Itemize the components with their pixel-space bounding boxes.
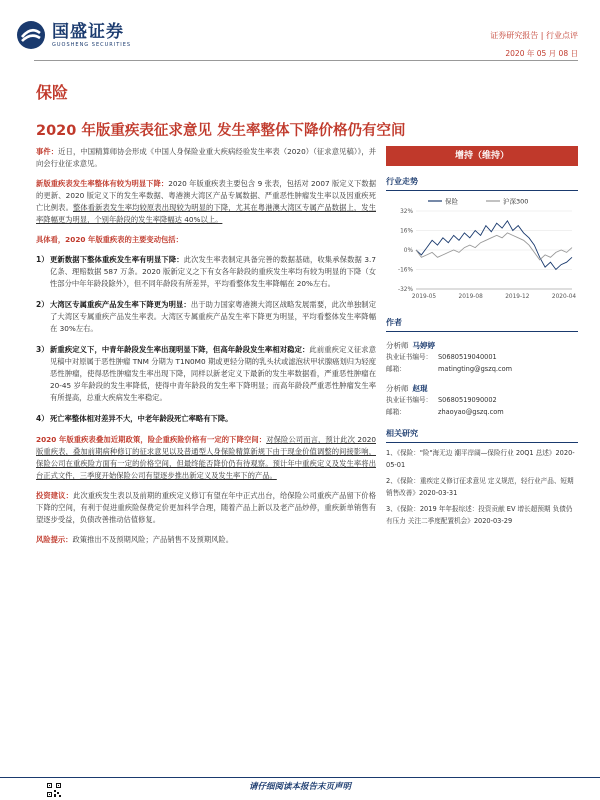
logo-icon <box>16 20 46 50</box>
analyst-name: 赵琨 <box>412 384 428 393</box>
related-item[interactable]: 2、《保险：重疾定义修订征求意见 定义规范，轻行业产品、短期销售改善》2020-03-31 <box>386 477 574 497</box>
series-line-保险 <box>416 221 572 270</box>
y-tick-label: -16% <box>398 267 413 274</box>
sector-name: 保险 <box>36 83 69 102</box>
report-date: 2020 年 05 月 08 日 <box>505 49 578 58</box>
y-tick-label: 16% <box>400 228 413 235</box>
y-tick-label: 0% <box>403 248 413 254</box>
x-tick-label: 2019-08 <box>458 294 483 300</box>
analyst-heading: 作者 <box>386 317 578 332</box>
analyst-name: 马婷婷 <box>412 341 435 350</box>
header-divider <box>34 60 578 61</box>
disclaimer-note: 请仔细阅读本报告末页声明 <box>248 782 351 792</box>
analyst-reg: S0680519040001 <box>438 353 497 361</box>
change-item-1: 1） 更新数据下整体重疾发生率有明显下降：此次发生率表制定具备完善的数据基础，收集承保数据 3.7 亿条、理赔数据 587 万条。2020 版新定义之下有女各年龄段的重疾发生率均有较为明显的下降（女性部分中年年龄段除外），但不同年龄段有所差异，平均看整体发生率降幅在 20%左右。 <box>36 255 376 288</box>
change-item-2: 2） 大湾区专属重疾产品发生率下降更为明显：出于助力国家粤港澳大湾区战略发展需要，此次单独制定了大湾区专属重疾产品发生率表。大湾区专属重疾产品发生率下降更为明显，平均看整体发生率降幅在 30%左右。 <box>36 300 377 333</box>
event-paragraph <box>36 146 376 170</box>
rating-badge: 增持（维持） <box>386 146 578 166</box>
related-heading: 相关研究 <box>386 428 578 443</box>
y-tick-label: -32% <box>398 287 413 293</box>
x-tick-label: 2019-05 <box>411 294 437 300</box>
legend-label: 保险 <box>445 197 458 206</box>
footer-divider <box>0 777 600 778</box>
analyst-2: 分析师 赵琨 执业证书编号： S0680519090002 邮箱： zhaoyao@gszq.com <box>386 384 504 416</box>
logo-name-en: GUOSHENG SECURITIES <box>52 41 132 48</box>
change-item-4: 4） 死亡率整体相对差异不大，中老年龄段死亡率略有下降。 <box>36 414 233 423</box>
analyst-email[interactable]: zhaoyao@gszq.com <box>438 408 504 416</box>
x-tick-label: 2019-12 <box>505 294 530 300</box>
trend-chart <box>386 193 578 305</box>
overview-paragraph <box>36 178 376 226</box>
analyst-reg: S0680519090002 <box>438 396 497 404</box>
change-item-3: 3） 新重疾定义下，中青年龄段发生率出现明显下降，但高年龄段发生率相对稳定：此前重疾定义征求意见稿中对原属于恶性肿瘤 TNM 分期为 T1N0M0 期或更轻分期的乳头状或滤泡状甲状腺癌划归为轻度恶性肿瘤，使得恶性肿瘤发生率出现下降，同样以新老定义下最新的发生率数据看，严重恶性肿瘤在 20-45 岁年龄段的发生率降低，使得中青年龄段的发生率下降明显；而高年龄段严重恶性肿瘤发生率有所提高，总重大疾病发生率稳定。 <box>36 345 377 402</box>
sidebar <box>386 146 578 527</box>
y-tick-label: 32% <box>400 209 413 215</box>
analyst-email[interactable]: matingting@gszq.com <box>438 365 513 373</box>
specific-lead: 具体看，2020 年版重疾表的主要变动包括： <box>36 235 183 244</box>
overview-text-a: 2020 年版重疾表主要包含 9 张表，包括对 2007 版定义下数据的更新、2020 版定义下的发生率数据、粤港澳大湾区产品专属数据、严重恶性肿瘤发生率以及因重疾死亡比例表。 <box>36 179 376 212</box>
impact-paragraph: 2020 年版重疾表叠加近期政策，险企重疾险价格有一定的下降空间：对保险公司而言，预计此次 2020 版重疾表，叠加前期病种修订的征求意见以及普通型人身保险精算新规下由于现金价值调整的间接影响，保险公司在重疾险方面有一定的价格空间，但最终能否降价仍有待观察。预计年中重疾定义及发生率将出台正式文件，三季度开始保险公司有望逐步推出新定义及发生率下的产品。 <box>36 435 376 480</box>
x-tick-label: 2020-04 <box>551 294 577 300</box>
overview-lead: 新版重疾表发生率整体有较为明显下降： <box>36 179 169 188</box>
legend-label: 沪深300 <box>503 197 529 206</box>
event-text: 近日，中国精算师协会形成《中国人身保险业重大疾病经验发生率表（2020）（征求意见稿）》，并向会行业征求意见。 <box>36 147 377 168</box>
page-footer <box>0 760 600 800</box>
series-line-沪深300 <box>416 233 572 260</box>
advice-paragraph: 投资建议：此次重疾发生表以及前期的重疾定义修订有望在年中正式出台，给保险公司重疾产品留下价格下降的空间，有利于促进重疾险保费定价更加科学合理，随着产品上新以及老产品炒停，重疾新单销售有望逐步受益，负债改善推动估值修复。 <box>36 491 376 524</box>
company-logo <box>16 20 131 50</box>
report-type: 证券研究报告 | 行业点评 <box>490 31 578 40</box>
report-title: 2020 年版重疾表征求意见 发生率整体下降价格仍有空间 <box>36 123 406 139</box>
trend-heading: 行业走势 <box>386 176 578 191</box>
related-item[interactable]: 1、《保险："险"海无边 潮平岸阔—保险行业 20Q1 总述》2020-05-01 <box>386 449 575 469</box>
event-label: 事件： <box>36 147 59 156</box>
main-content <box>36 146 376 554</box>
report-header <box>0 0 600 66</box>
risk-paragraph: 风险提示：政策推出不及预期风险；产品销售不及预期风险。 <box>36 535 234 544</box>
analyst-1: 分析师 马婷婷 执业证书编号： S0680519040001 邮箱： matingting@gszq.com <box>386 341 513 373</box>
overview-text-b: 整体看新表发生率均较原表出现较为明显的下降，尤其在粤港澳大湾区专属产品数据上，发生率降幅更为明显，个别年龄段的发生率降幅达 40%以上。 <box>36 203 376 224</box>
logo-name-cn: 国盛证券 <box>52 21 124 42</box>
related-item[interactable]: 3、《保险：2019 年年报综述：投资贡献 EV 增长超预期 负债仍有压力 关注二季度配置机会》2020-03-29 <box>386 505 573 525</box>
